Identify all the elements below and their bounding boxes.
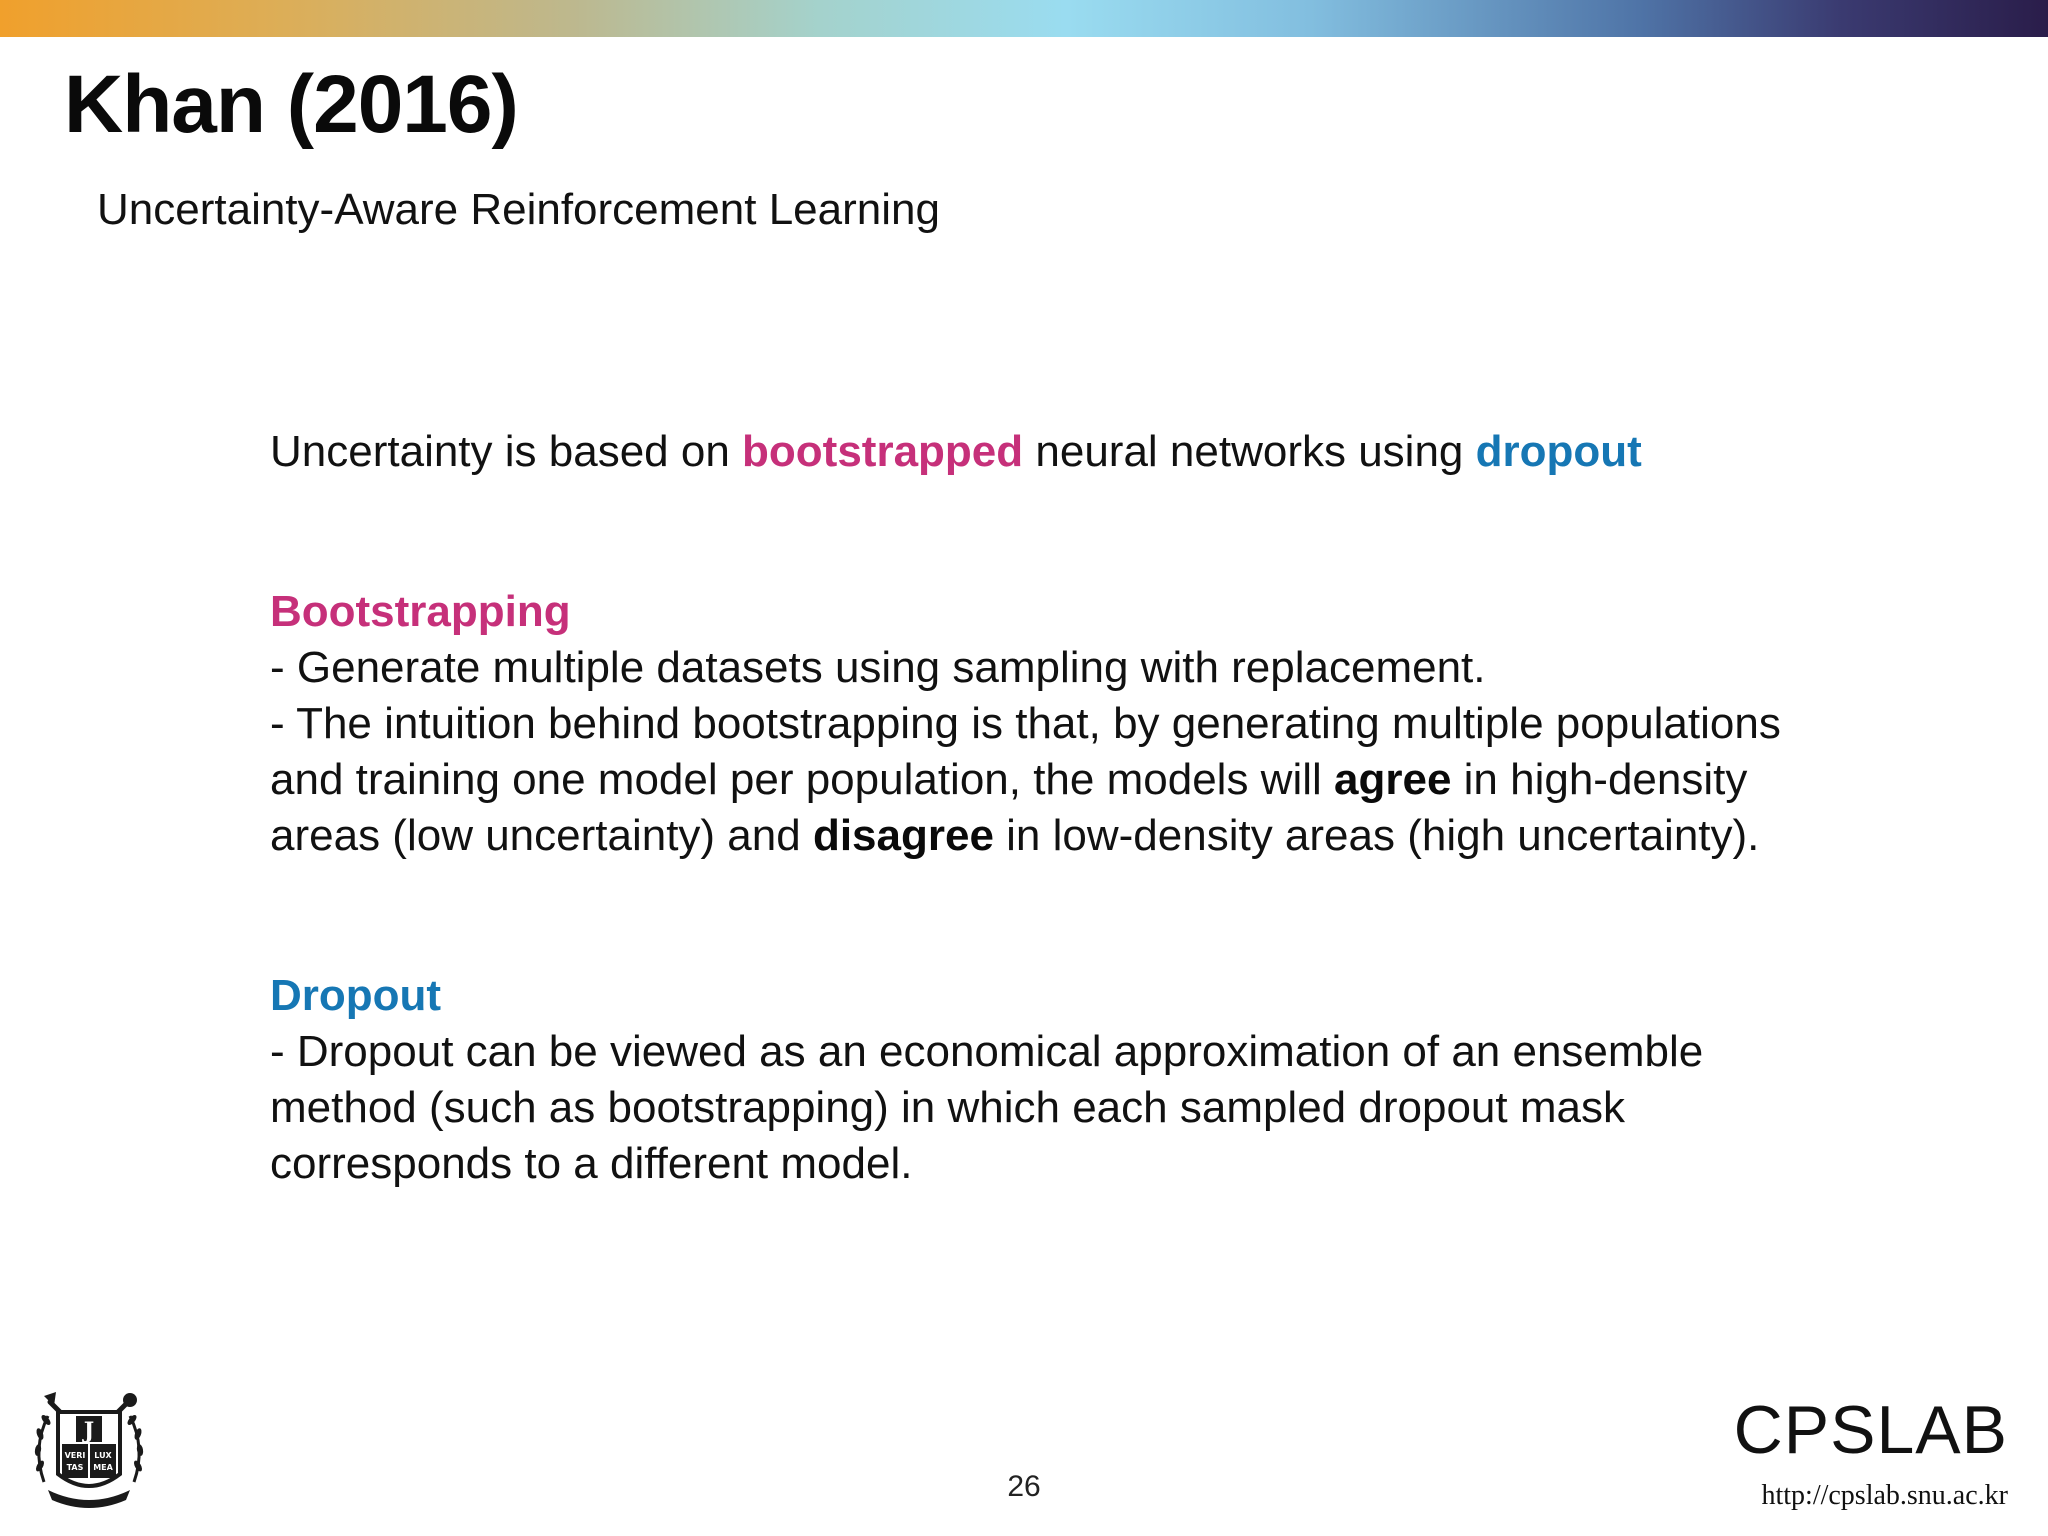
page-number: 26: [1007, 1470, 1041, 1503]
intro-prefix: Uncertainty is based on: [270, 427, 743, 476]
svg-text:MEA: MEA: [93, 1463, 113, 1472]
intro-keyword-dropout: dropout: [1475, 427, 1642, 476]
bootstrapping-heading: Bootstrapping: [270, 587, 571, 636]
bootstrapping-line-1: - Generate multiple datasets using sampling with replacement.: [270, 643, 1486, 692]
intro-keyword-bootstrapped: bootstrapped: [742, 427, 1024, 476]
cpslab-logo: [1733, 1392, 2008, 1512]
dropout-line-1: - Dropout can be viewed as an economical approximation of an ensemble: [270, 1027, 1704, 1076]
disagree-emphasis: disagree: [812, 811, 994, 860]
top-gradient-bar: [0, 0, 2048, 37]
intro-statement: [270, 424, 1910, 480]
dropout-body: [270, 1024, 1910, 1192]
bootstrapping-line-2: - The intuition behind bootstrapping is that, by generating multiple populations: [270, 699, 1781, 748]
dropout-line-3: corresponds to a different model.: [270, 1139, 913, 1188]
dropout-line-2: method (such as bootstrapping) in which each sampled dropout mask: [270, 1083, 1625, 1132]
bootstrapping-body: [270, 640, 1910, 864]
slide-subtitle: Uncertainty-Aware Reinforcement Learning: [97, 185, 940, 234]
bootstrapping-line-3-prefix: and training one model per population, the models will: [270, 755, 1334, 804]
slide-title: Khan (2016): [64, 59, 518, 150]
bootstrapping-line-4: [270, 808, 1910, 864]
bootstrapping-line-3: [270, 752, 1910, 808]
brand-name: CPSLAB: [1733, 1392, 2008, 1468]
bootstrapping-line-4-suffix: in low-density areas (high uncertainty).: [993, 811, 1760, 860]
svg-text:TAS: TAS: [66, 1463, 84, 1472]
bootstrapping-line-4-prefix: areas (low uncertainty) and: [270, 811, 813, 860]
agree-emphasis: agree: [1334, 755, 1452, 804]
dropout-heading: Dropout: [270, 971, 442, 1020]
bootstrapping-line-3-suffix: in high-density: [1451, 755, 1748, 804]
brand-url: http://cpslab.snu.ac.kr: [1761, 1480, 2008, 1511]
intro-middle: neural networks using: [1023, 427, 1476, 476]
svg-text:VERI: VERI: [64, 1451, 86, 1460]
svg-text:LUX: LUX: [94, 1451, 112, 1460]
svg-text:J: J: [83, 1418, 95, 1444]
